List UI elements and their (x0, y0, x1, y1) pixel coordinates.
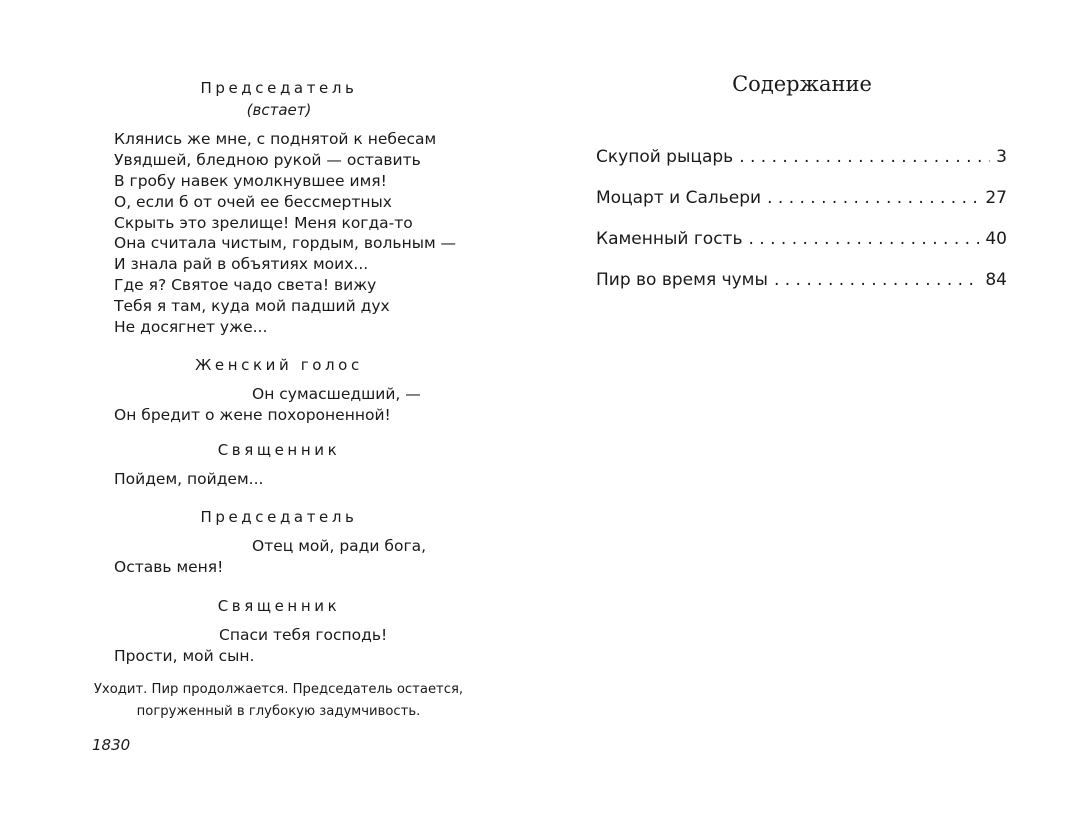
verse-line: Спаси тебя господь! (219, 626, 388, 644)
verse-line: Она считала чистым, гордым, вольным — (114, 234, 457, 253)
verse-line: В гробу навек умолкнувшее имя! (114, 171, 387, 190)
toc-page-number: 3 (996, 147, 1007, 167)
verse-line: Тебя я там, куда мой падший дух (114, 297, 390, 316)
verse-line: Он сумасшедший, — (252, 385, 421, 403)
toc-page-number: 27 (985, 188, 1007, 208)
verse-line: Увядшей, бледною рукой — оставить (114, 150, 421, 169)
verse-line: Скрыть это зрелище! Меня когда-то (114, 213, 413, 232)
direction-line: погруженный в глубокую задумчивость. (136, 704, 421, 719)
verse-line: Не досягнет уже... (114, 318, 268, 337)
speaker-name: Священник (217, 441, 341, 459)
toc-page-number: 40 (985, 229, 1007, 249)
toc-entry[interactable] (596, 146, 1007, 187)
verse-block (114, 129, 456, 338)
speaker-name: Председатель (200, 79, 358, 97)
verse-line: О, если б от очей ее бессмертных (114, 192, 392, 211)
toc-entry-title: Моцарт и Сальери (596, 188, 762, 208)
verse-line: Прости, мой сын. (114, 646, 255, 665)
toc-entry-title: Пир во время чумы (596, 270, 768, 290)
toc-entry-title: Каменный гость (596, 229, 743, 249)
verse-block (114, 625, 387, 667)
verse-block (114, 536, 426, 578)
verse-block (114, 384, 421, 426)
speaker-name: Женский голос (195, 356, 363, 374)
verse-line: Он бредит о жене похороненной! (114, 405, 391, 424)
table-of-contents (596, 146, 1007, 310)
verse-line: Отец мой, ради бога, (252, 537, 427, 555)
direction-line: Уходит. Пир продолжается. Председатель остается, (93, 682, 464, 697)
verse-line: И знала рай в объятиях моих... (114, 255, 369, 274)
stage-direction: (встает) (246, 101, 312, 119)
toc-leader-dots (767, 187, 979, 209)
verse-line: Клянись же мне, с поднятой к небесам (114, 130, 437, 148)
verse-line: Пойдем, пойдем... (114, 470, 264, 488)
stage-direction-closing (60, 679, 497, 723)
year-date: 1830 (92, 736, 131, 754)
toc-leader-dots (774, 269, 979, 291)
toc-entry-title: Скупой рыцарь (596, 147, 734, 167)
toc-entry[interactable] (596, 269, 1007, 310)
verse-block (114, 469, 263, 490)
toc-page-number: 84 (985, 270, 1007, 290)
verse-line: Оставь меня! (114, 557, 224, 576)
speaker-name: Председатель (200, 508, 358, 526)
toc-leader-dots (748, 228, 979, 250)
page-title: Содержание (732, 72, 872, 96)
toc-leader-dots (739, 146, 990, 168)
toc-entry[interactable] (596, 228, 1007, 269)
speaker-name: Священник (217, 597, 341, 615)
right-page (540, 0, 1080, 831)
verse-line: Где я? Святое чадо света! вижу (114, 276, 377, 295)
toc-entry[interactable] (596, 187, 1007, 228)
